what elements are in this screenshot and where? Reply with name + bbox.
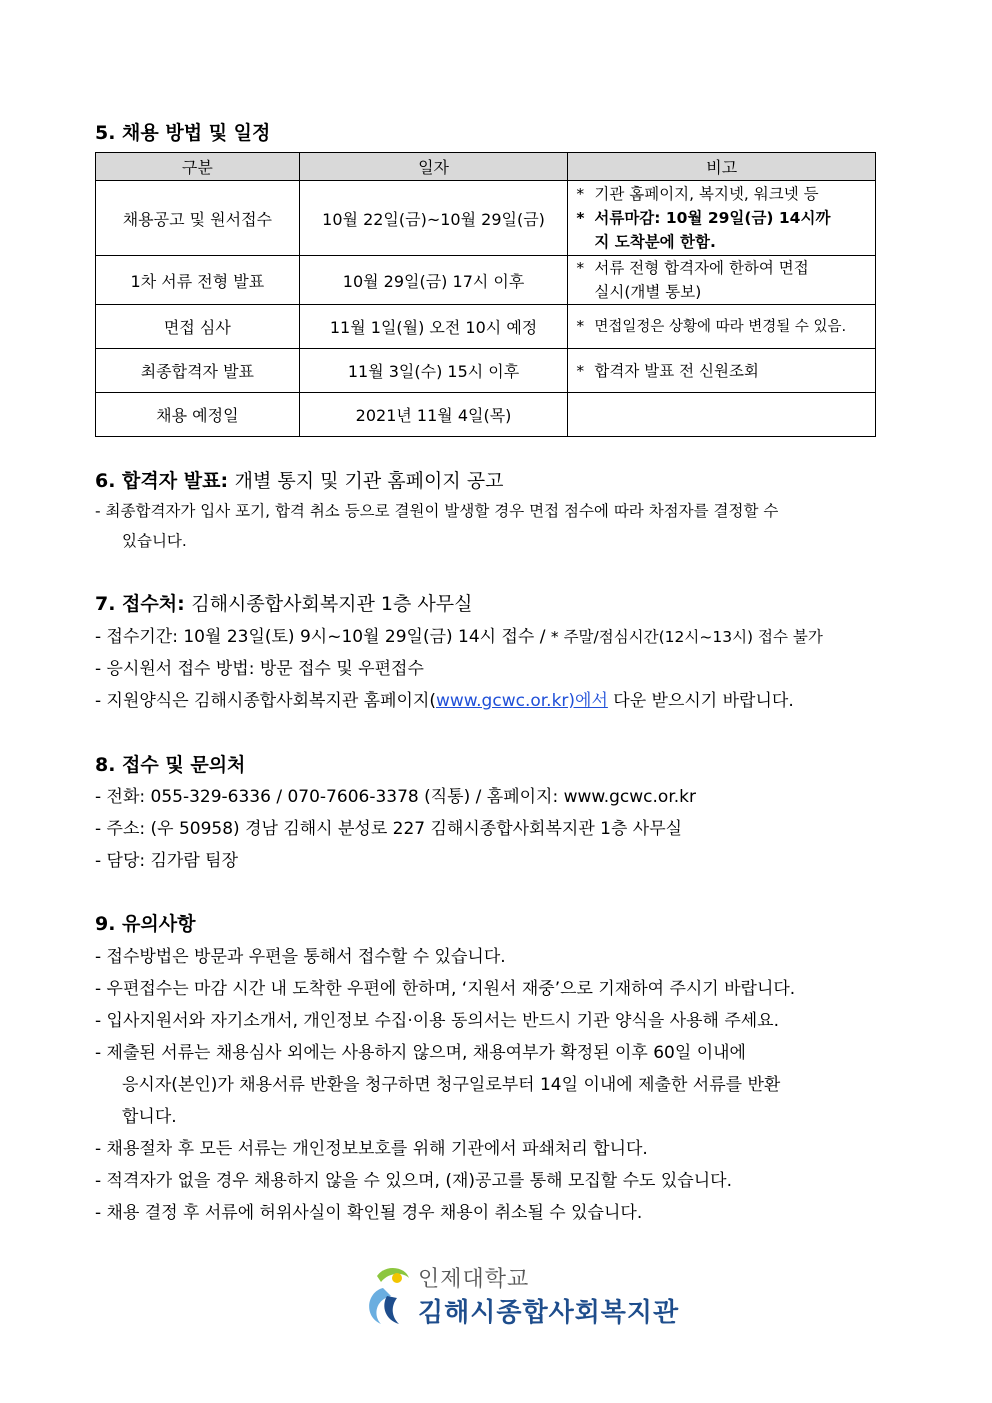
s9-line4-cont: 응시자(본인)가 채용서류 반환을 청구하면 청구일로부터 14일 이내에 제출한 서류를 반환 (122, 1075, 781, 1095)
institution-logo (363, 1262, 680, 1328)
schedule-table (95, 152, 876, 437)
s9-line4-cont2: 합니다. (122, 1107, 177, 1127)
row-note (568, 393, 876, 437)
s6-line2: 있습니다. (122, 532, 187, 550)
table-row (96, 349, 876, 393)
row-category: 1차 서류 전형 발표 (96, 256, 300, 305)
row-category: 최종합격자 발표 (96, 349, 300, 393)
row-note: * 서류 전형 합격자에 한하여 면접 실시(개별 통보) (568, 256, 876, 305)
table-row (96, 181, 876, 256)
s8-address: - 주소: (우 50958) 경남 김해시 분성로 227 김해시종합사회복지관 1층 사무실 (95, 819, 683, 839)
header-category: 구분 (96, 153, 300, 181)
section-6-title: 6. 합격자 발표: 개별 통지 및 기관 홈페이지 공고 (95, 470, 504, 492)
row-date: 11월 3일(수) 15시 이후 (299, 349, 568, 393)
homepage-link[interactable]: www.gcwc.or.kr)에서 (436, 691, 608, 711)
row-date: 11월 1일(월) 오전 10시 예정 (299, 305, 568, 349)
row-date: 10월 22일(금)~10월 29일(금) (299, 181, 568, 256)
s7-line2: - 응시원서 접수 방법: 방문 접수 및 우편접수 (95, 659, 424, 679)
section-8-title: 8. 접수 및 문의처 (95, 754, 246, 776)
s9-line2: - 우편접수는 마감 시간 내 도착한 우편에 한하며, ‘지원서 재중’으로 기재하여 주시기 바랍니다. (95, 979, 796, 999)
row-category: 면접 심사 (96, 305, 300, 349)
section-7-title: 7. 접수처: 김해시종합사회복지관 1층 사무실 (95, 593, 473, 615)
s7-line3: - 지원양식은 김해시종합사회복지관 홈페이지(www.gcwc.or.kr)에서 다운 받으시기 바랍니다. (95, 691, 794, 711)
s8-phone: - 전화: 055-329-6336 / 070-7606-3378 (직통) / 홈페이지: www.gcwc.or.kr (95, 787, 697, 807)
s9-line1: - 접수방법은 방문과 우편을 통해서 접수할 수 있습니다. (95, 947, 506, 967)
row-note: * 합격자 발표 전 신원조회 (568, 349, 876, 393)
header-date: 일자 (299, 153, 568, 181)
s9-line5: - 채용절차 후 모든 서류는 개인정보보호를 위해 기관에서 파쇄처리 합니다. (95, 1139, 648, 1159)
s9-line6: - 적격자가 없을 경우 채용하지 않을 수 있으며, (재)공고를 통해 모집할 수도 있습니다. (95, 1171, 732, 1191)
section-5-title: 5. 채용 방법 및 일정 (95, 122, 271, 144)
section-9-title: 9. 유의사항 (95, 913, 196, 935)
row-date: 10월 29일(금) 17시 이후 (299, 256, 568, 305)
row-note: * 면접일정은 상황에 따라 변경될 수 있음. (568, 305, 876, 349)
table-row (96, 256, 876, 305)
table-row (96, 393, 876, 437)
s8-manager: - 담당: 김가람 팀장 (95, 851, 239, 871)
row-date: 2021년 11월 4일(목) (299, 393, 568, 437)
table-header-row (96, 153, 876, 181)
row-category: 채용공고 및 원서접수 (96, 181, 300, 256)
row-category: 채용 예정일 (96, 393, 300, 437)
logo-institution-name: 김해시종합사회복지관 (418, 1298, 680, 1328)
s9-line3: - 입사지원서와 자기소개서, 개인정보 수집·이용 동의서는 반드시 기관 양식을 사용해 주세요. (95, 1011, 779, 1031)
s9-line4: - 제출된 서류는 채용심사 외에는 사용하지 않으며, 채용여부가 확정된 이후 60일 이내에 (95, 1043, 746, 1063)
s6-line1: - 최종합격자가 입사 포기, 합격 취소 등으로 결원이 발생할 경우 면접 점수에 따라 차점자를 결정할 수 (95, 502, 779, 520)
s9-line7: - 채용 결정 후 서류에 허위사실이 확인될 경우 채용이 취소될 수 있습니다. (95, 1203, 643, 1223)
bird-logo-icon (363, 1262, 419, 1326)
logo-university-name: 인제대학교 (418, 1267, 530, 1292)
row-note: * 기관 홈페이지, 복지넷, 워크넷 등 * 서류마감: 10월 29일(금) 14시까 지 도착분에 한함. (568, 181, 876, 256)
header-note: 비고 (568, 153, 876, 181)
table-row (96, 305, 876, 349)
s7-line1: - 접수기간: 10월 23일(토) 9시~10월 29일(금) 14시 접수 / * 주말/점심시간(12시~13시) 접수 불가 (95, 627, 823, 647)
